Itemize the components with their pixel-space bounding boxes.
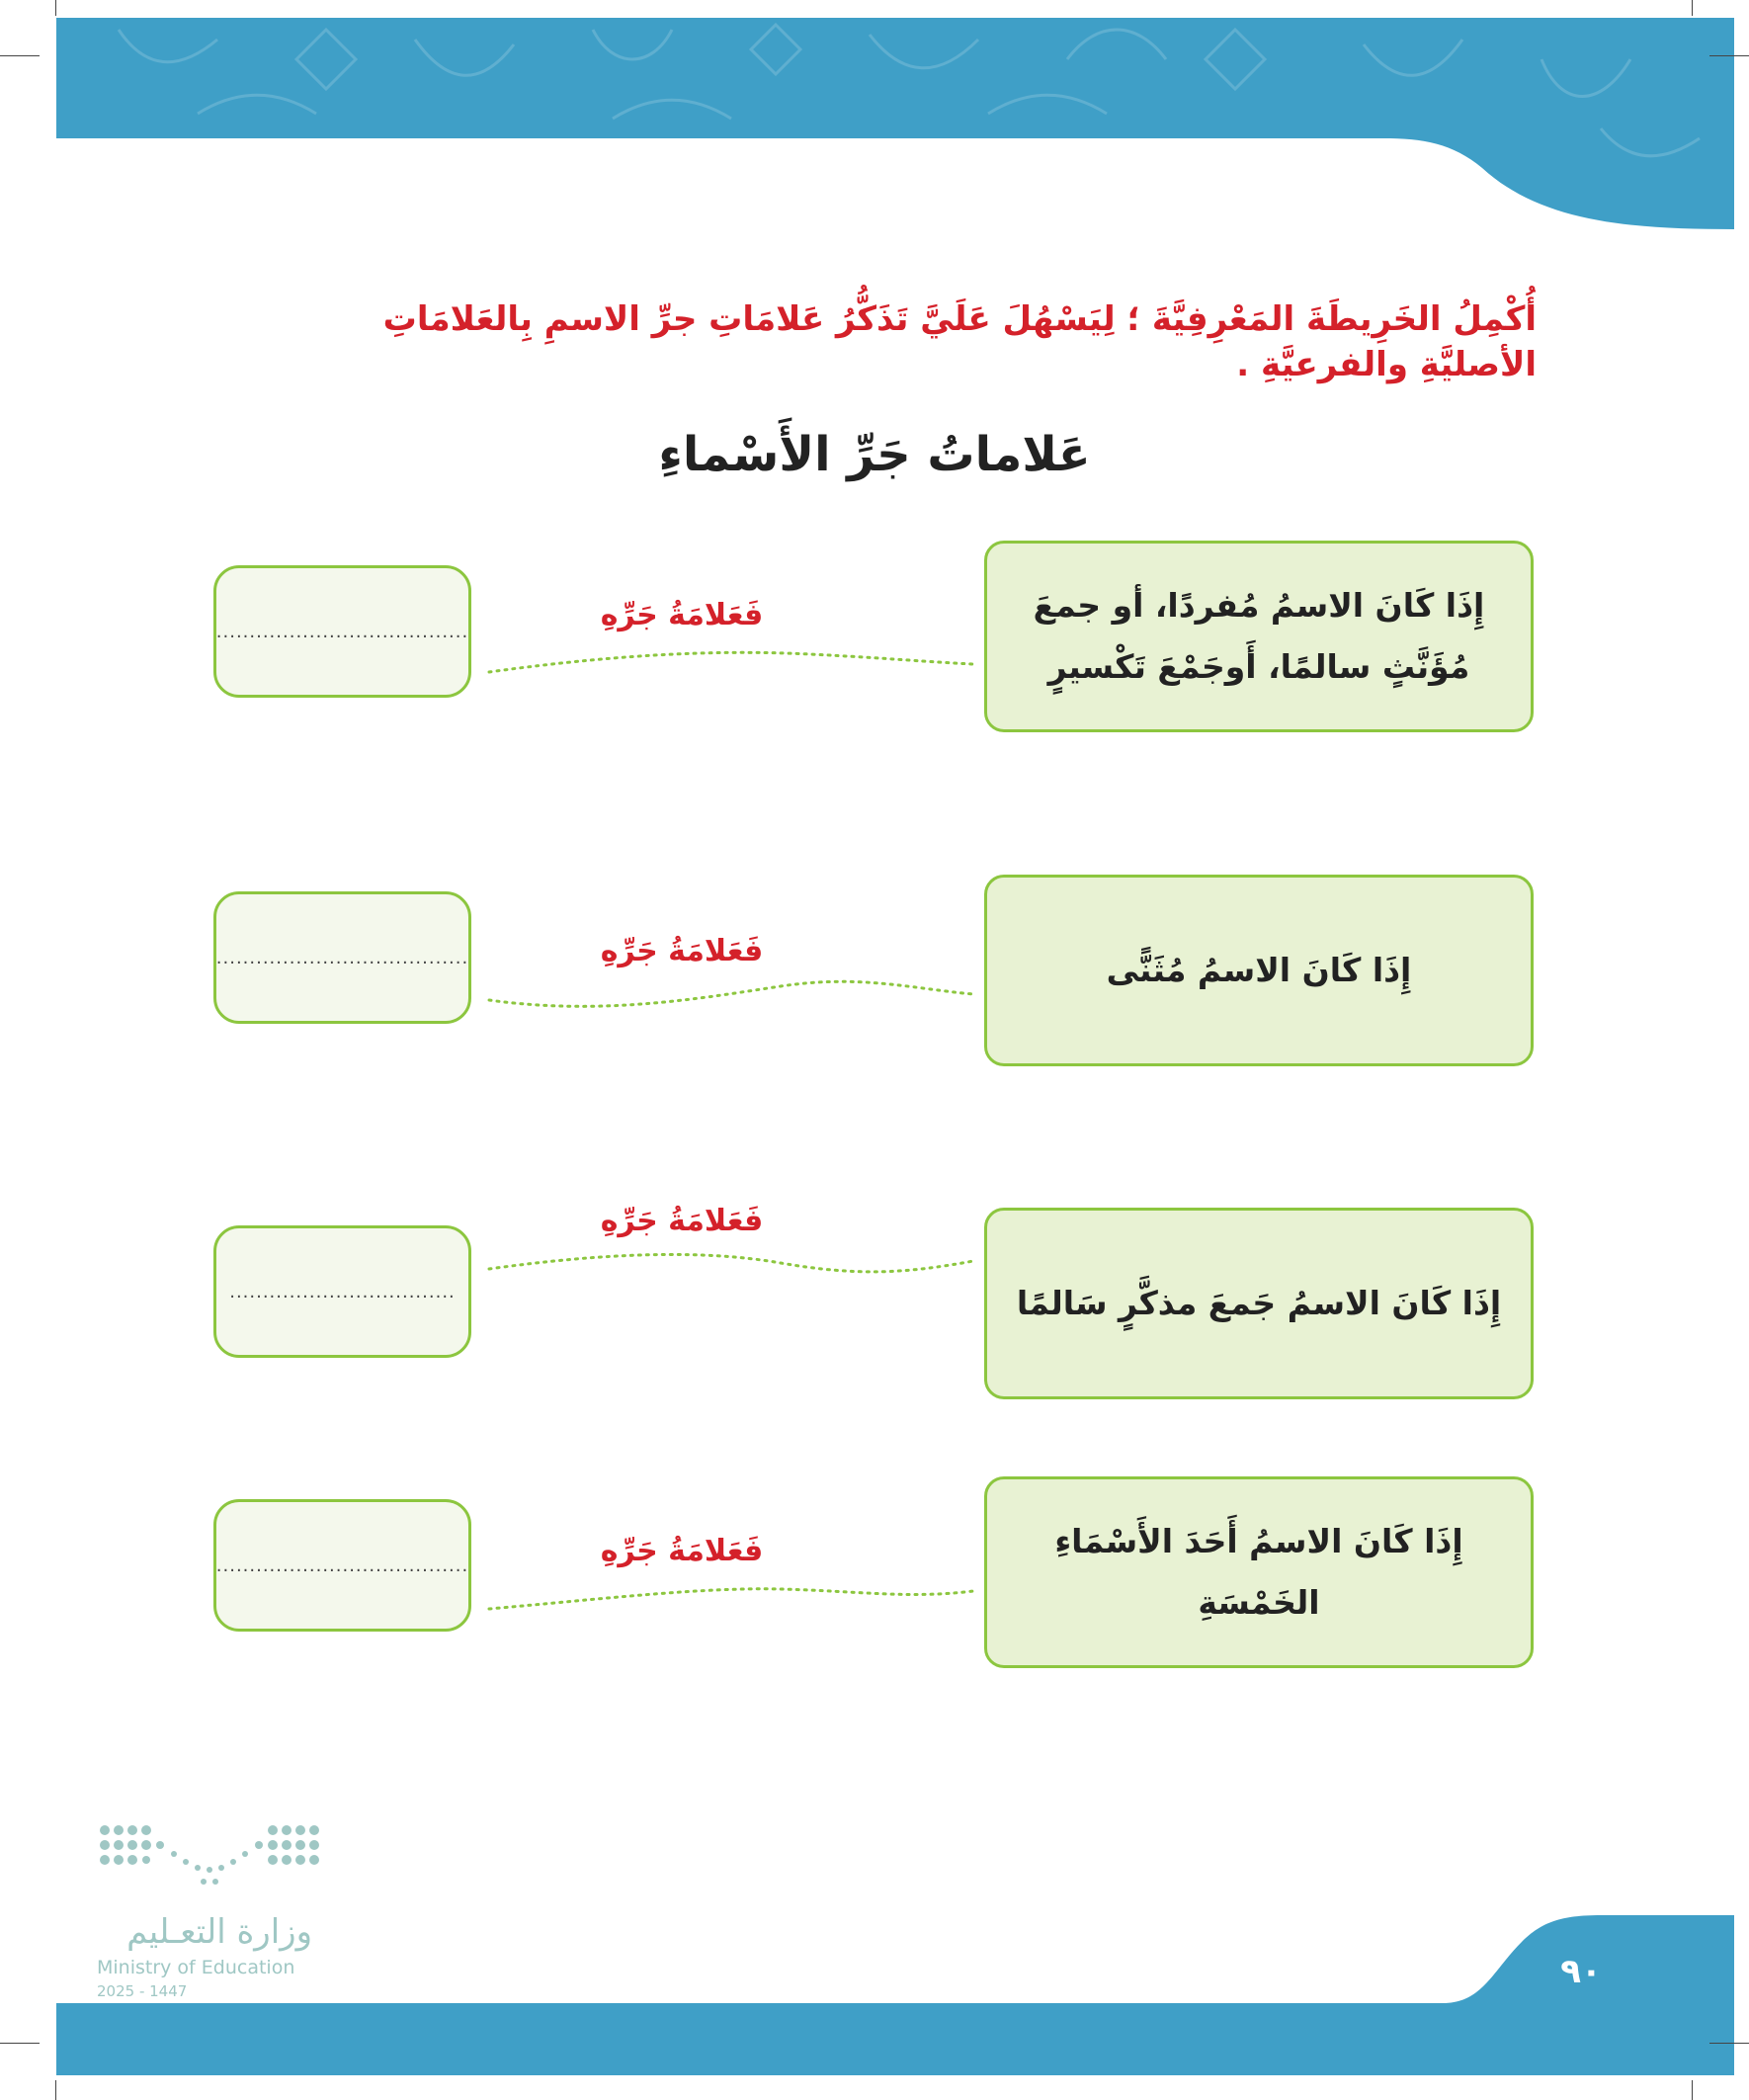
- answer-box[interactable]: [213, 1499, 471, 1632]
- crop-mark: [1692, 2080, 1693, 2100]
- condition-box: [984, 1476, 1534, 1668]
- answer-placeholder: ......................................: [215, 947, 469, 968]
- condition-box: [984, 541, 1534, 732]
- crop-mark: [1709, 55, 1749, 56]
- ministry-name-english: Ministry of Education: [97, 1957, 295, 1978]
- condition-text: إِذَا كَانَ الاسمُ مُثَنًّى: [1106, 951, 1412, 989]
- dotted-connector: [484, 978, 978, 1018]
- crop-mark: [0, 55, 40, 56]
- answer-box[interactable]: [213, 1225, 471, 1358]
- condition-text: إِذَا كَانَ الاسمُ مُفردًا، أو جمعَ مُؤَنَّثٍ سالمًا، أَوجَمْعَ تَكْسيرٍ: [1033, 586, 1485, 686]
- crop-mark: [1709, 2043, 1749, 2044]
- edition-year: 2025 - 1447: [97, 1982, 188, 2000]
- footer-banner: [0, 1897, 1749, 2100]
- connector-label: فَعَلامَةُ جَرِّهِ: [600, 934, 764, 968]
- connector-label: فَعَلامَةُ جَرِّهِ: [600, 598, 764, 632]
- crop-mark: [1692, 0, 1693, 16]
- condition-box: [984, 1208, 1534, 1399]
- crop-mark: [55, 0, 56, 16]
- instruction-text: أُكْمِلُ الخَرِيطَةَ المَعْرِفِيَّةَ ؛ لِيَسْهُلَ عَلَيَّ تَذَكُّرُ عَلامَاتِ جرِّ الاسمِ بِالعَلامَاتِ الأصليَّةِ والفرعيَّةِ .: [382, 299, 1537, 384]
- connector-label: فَعَلامَةُ جَرِّهِ: [600, 1534, 764, 1568]
- dotted-connector: [484, 642, 978, 682]
- condition-text: إِذَا كَانَ الاسمُ أَحَدَ الأَسْمَاءِ الخَمْسَةِ: [1054, 1522, 1463, 1622]
- condition-box: [984, 875, 1534, 1066]
- answer-box[interactable]: [213, 565, 471, 698]
- ministry-name-arabic: وزارة التعـليم: [126, 1912, 312, 1952]
- header-banner: [0, 0, 1749, 237]
- connector-label: فَعَلامَةُ جَرِّهِ: [600, 1204, 764, 1238]
- ministry-logo: [95, 1818, 322, 1892]
- dotted-connector: [484, 1243, 978, 1283]
- condition-text: إِذَا كَانَ الاسمُ جَمعَ مذكَّرٍ سَالمًا: [1016, 1284, 1502, 1322]
- crop-mark: [0, 2043, 40, 2044]
- map-title: عَلاماتُ جَرِّ الأَسْماءِ: [658, 427, 1091, 482]
- dotted-connector: [484, 1579, 978, 1619]
- answer-placeholder: ......................................: [215, 1554, 469, 1576]
- answer-placeholder: ..................................: [229, 1281, 456, 1302]
- page-number: ٩٠: [1560, 1952, 1602, 1991]
- crop-mark: [55, 2080, 56, 2100]
- answer-box[interactable]: [213, 891, 471, 1024]
- answer-placeholder: ......................................: [215, 621, 469, 642]
